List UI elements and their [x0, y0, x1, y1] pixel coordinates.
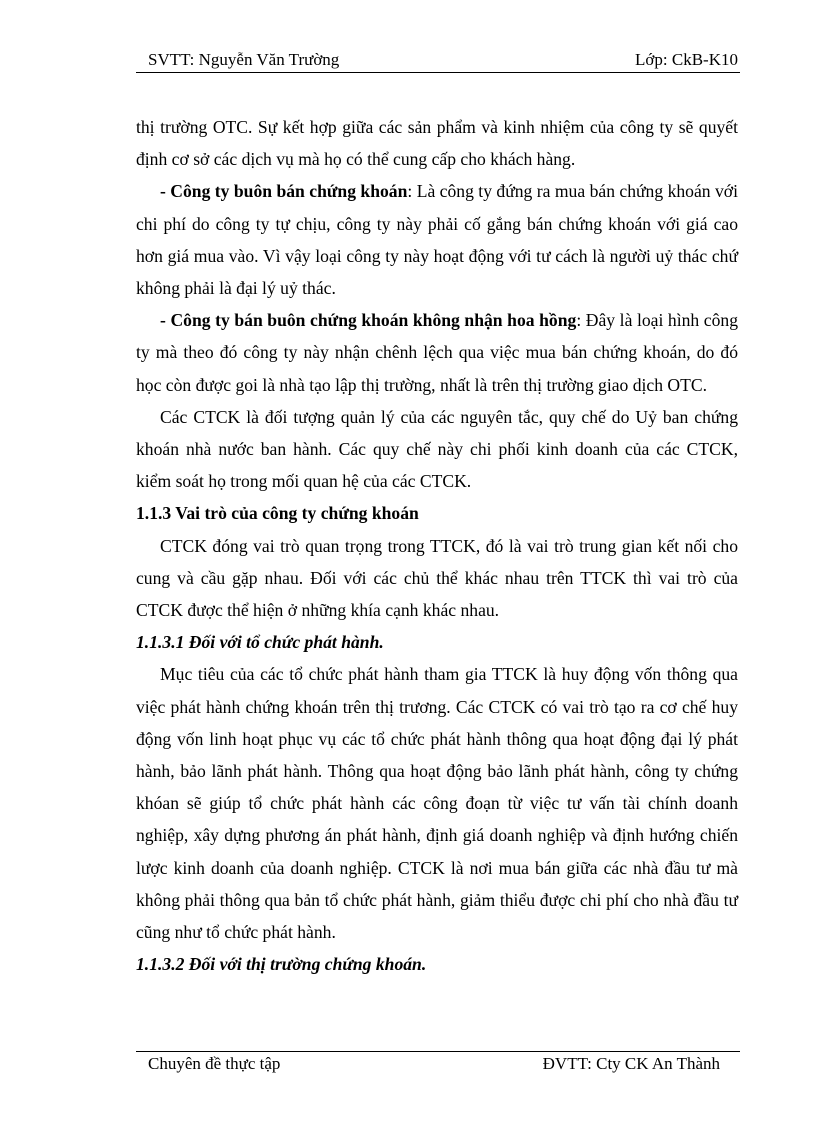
header-class: Lớp: CkB-K10	[635, 50, 738, 69]
paragraph-regulation: Các CTCK là đối tượng quản lý của các nguyên tắc, quy chế do Uỷ ban chứng khoán nhà nước ban hành. Các quy chế này chi phối kinh doanh của các CTCK, kiểm soát họ trong mối quan hệ của các CTCK.	[136, 406, 738, 492]
paragraph-issuer-role: Mục tiêu của các tổ chức phát hành tham gia TTCK là huy động vốn thông qua việc phát hành chứng khoán trên thị trương. Các CTCK có vai trò tạo ra cơ chế huy động vốn linh hoạt phục vụ các tổ chức phát hành thông qua hoạt động đại lý phát hành, bảo lãnh phát hành. Thông qua hoạt động bảo lãnh phát hành, công ty chứng khóan sẽ giúp tổ chức phát hành các công đoạn từ việc tư vấn tài chính doanh nghiệp, xây dựng phương án phát hành, định giá doanh nghiệp và định hướng chiến lược kinh doanh của doanh nghiệp. CTCK là nơi mua bán giữa các nhà đầu tư mà không phải thông qua bản tổ chức phát hành, giảm thiểu được chi phí cho nhà đầu tư cũng như tổ chức phát hành.	[136, 664, 738, 943]
text-market-maker: : Đây là loại hình công ty mà theo đó công ty này nhận chênh lệch qua việc mua bán chứng khoán, do đó học còn được goi là nhà tạo lập thị trường, nhất là trên thị trường giao dịch OTC.	[136, 310, 738, 395]
page-footer	[136, 1053, 740, 1075]
footer-unit: ĐVTT: Cty CK An Thành	[542, 1054, 720, 1073]
term-market-maker: - Công ty bán buôn chứng khoán không nhận hoa hồng	[160, 310, 577, 331]
section-heading-1-1-3-1: 1.1.3.1 Đối với tổ chức phát hành.	[136, 632, 384, 653]
paragraph-dealer-company	[136, 175, 738, 304]
page-body	[136, 111, 738, 980]
page-header	[136, 49, 740, 71]
footer-divider	[136, 1051, 740, 1052]
section-heading-1-1-3-2: 1.1.3.2 Đối với thị trường chứng khoán.	[136, 954, 427, 975]
header-student-name: SVTT: Nguyễn Văn Trường	[148, 50, 340, 69]
header-divider	[136, 72, 740, 73]
term-dealer-company: - Công ty buôn bán chứng khoán	[160, 181, 408, 202]
footer-topic: Chuyên đề thực tập	[148, 1054, 281, 1073]
paragraph-role-intro: CTCK đóng vai trò quan trọng trong TTCK, đó là vai trò trung gian kết nối cho cung và cầu gặp nhau. Đối với các chủ thể khác nhau trên TTCK thì vai trò của CTCK được thể hiện ở những khía cạnh khác nhau.	[136, 535, 738, 621]
paragraph-market-maker	[136, 304, 738, 401]
text-dealer-company: : Là công ty đứng ra mua bán chứng khoán với chi phí do công ty tự chịu, công ty này phải cố gắng bán chứng khoán với giá cao hơn giá mua vào. Vì vậy loại công ty này hoạt động với tư cách là người uỷ thác chứ không phải là đại lý uỷ thác.	[136, 181, 738, 299]
section-heading-1-1-3: 1.1.3 Vai trò của công ty chứng khoán	[136, 503, 419, 524]
paragraph-otc: thị trường OTC. Sự kết hợp giữa các sản phẩm và kinh nhiệm của công ty sẽ quyết định cơ sở các dịch vụ mà họ có thể cung cấp cho khách hàng.	[136, 117, 738, 170]
